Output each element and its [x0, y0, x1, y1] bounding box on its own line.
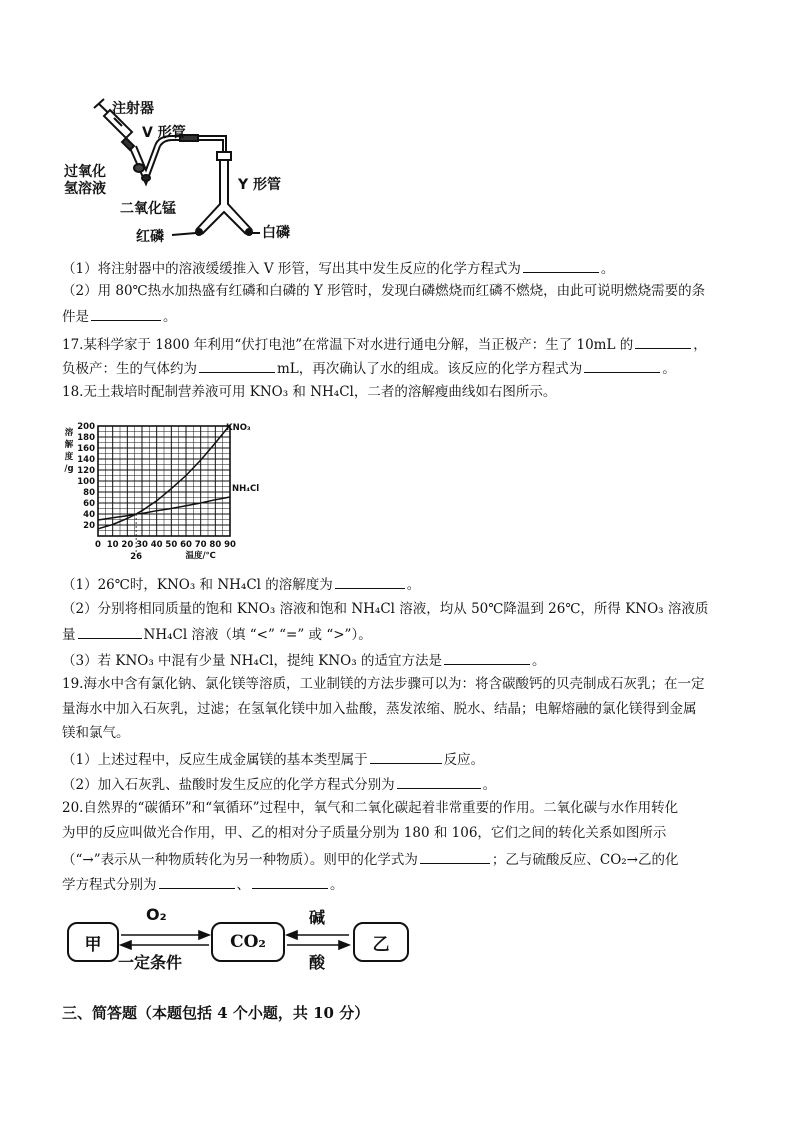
q18-part1: （1）26℃时，KNO₃ 和 NH₄Cl 的溶解度为 。 — [62, 574, 420, 594]
h2o2-label-1: 过氧化 — [64, 164, 106, 180]
co2-box: CO₂ — [211, 922, 285, 962]
y-tick-label: 100 — [77, 477, 95, 487]
y-tick-label: 40 — [83, 510, 95, 520]
answer-blank[interactable] — [397, 774, 481, 789]
y-tick-label: 180 — [77, 433, 95, 443]
q18-intro: 18.无土栽培时配制营养液可用 KNO₃ 和 NH₄Cl，二者的溶解瘦曲线如右图所示。 — [62, 384, 557, 400]
answer-blank[interactable] — [370, 749, 442, 764]
y-tick-label: 160 — [77, 444, 95, 454]
y-axis-label: 解 — [64, 440, 74, 450]
x-tick-label: 0 — [95, 540, 101, 550]
acid-label: 酸 — [309, 953, 326, 972]
o2-label: O₂ — [146, 905, 167, 924]
q19-part1: （1）上述过程中，反应生成金属镁的基本类型属于 反应。 — [62, 749, 484, 769]
q19-line3: 镁和氯气。 — [62, 725, 130, 741]
x-tick-label: 70 — [194, 540, 207, 550]
x-tick-label: 20 — [121, 540, 134, 550]
x-tick-label: 80 — [209, 540, 222, 550]
q17-line1: 17.某科学家于 1800 年利用“伏打电池”在常温下对水进行通电分解，当正极产：生了 10mL 的 ， — [62, 334, 707, 354]
solubility-chart — [60, 413, 270, 563]
yi-box: 乙 — [353, 922, 409, 962]
arrow-left-icon — [121, 941, 131, 949]
x-tick-label: 30 — [136, 540, 148, 550]
base-label: 碱 — [309, 908, 326, 927]
q20-line2: 为甲的反应叫做光合作用，甲、乙的相对分子质量分别为 180 和 106，它们之间的转化关系如图所示 — [62, 825, 667, 841]
x-tick-label: 50 — [165, 540, 178, 550]
q18-part2-line2: 量 NH₄Cl 溶液（填 “<” “=” 或 “>”）。 — [62, 624, 372, 644]
condition-label: 一定条件 — [118, 953, 183, 972]
answer-blank[interactable] — [335, 574, 405, 589]
h2o2-label-2: 氢溶液 — [64, 181, 106, 197]
q16-part1: （1）将注射器中的溶液缓缓推入 V 形管，写出其中发生反应的化学方程式为 。 — [62, 258, 614, 278]
answer-blank[interactable] — [420, 849, 490, 864]
y-tick-label: 200 — [77, 422, 95, 432]
arrow-right-icon — [339, 941, 349, 949]
answer-blank[interactable] — [78, 624, 142, 639]
white-phosphorus-label: 白磷 — [262, 225, 290, 241]
y-tick-label: 120 — [77, 466, 95, 476]
red-phosphorus-label: 红磷 — [136, 229, 164, 245]
answer-blank[interactable] — [584, 358, 660, 373]
marker-label: 26 — [130, 552, 143, 562]
q16-part2-line2: 件是 。 — [62, 306, 177, 326]
arrow-left-icon — [287, 931, 297, 939]
answer-blank[interactable] — [91, 306, 161, 321]
q20-line3: （“→”表示从一种物质转化为另一种物质）。则甲的化学式为 ；乙与硫酸反应、CO₂→乙的化 — [62, 849, 679, 869]
mno2-label: 二氧化锰 — [120, 201, 176, 217]
x-tick-label: 60 — [180, 540, 192, 550]
q16-part2-line1: （2）用 80℃热水加热盛有红磷和白磷的 Y 形管时，发现白磷燃烧而红磷不燃烧，由此可说明燃烧需要的条 — [62, 283, 706, 299]
q18-part2-line1: （2）分别将相同质量的饱和 KNO₃ 溶液和饱和 NH₄Cl 溶液，均从 50℃降温到 26℃，所得 KNO₃ 溶液质 — [62, 601, 709, 617]
q19-line1: 19.海水中含有氯化钠、氯化镁等溶质，工业制镁的方法步骤可以为：将含碳酸钙的贝壳制成石灰乳；在一定 — [62, 676, 705, 692]
q20-line4: 学方程式分别为 、 。 — [62, 874, 344, 894]
x-axis-label: 温度/℃ — [185, 551, 216, 561]
x-tick-label: 10 — [106, 540, 119, 550]
y-tick-label: 60 — [83, 499, 95, 509]
v-tube-label: V 形管 — [142, 125, 186, 141]
answer-blank[interactable] — [523, 258, 599, 273]
answer-blank[interactable] — [199, 358, 275, 373]
syringe-label: 注射器 — [112, 101, 154, 117]
y-tube-label: Y 形管 — [238, 177, 282, 193]
y-axis-label: 溶 — [64, 428, 74, 438]
answer-blank[interactable] — [444, 650, 530, 665]
y-tick-label: 140 — [77, 455, 95, 465]
y-tick-label: 80 — [83, 488, 95, 498]
x-tick-label: 90 — [224, 540, 236, 550]
section-3-heading: 三、简答题（本题包括 4 个小题，共 10 分） — [62, 1004, 370, 1022]
arrow-right-icon — [199, 931, 209, 939]
q18-part3: （3）若 KNO₃ 中混有少量 NH₄Cl，提纯 KNO₃ 的适宜方法是 。 — [62, 650, 545, 670]
apparatus-diagram — [60, 96, 310, 248]
series-label: KNO₃ — [226, 423, 251, 433]
q17-line2: 负极产：生的气体约为 mL，再次确认了水的组成。该反应的化学方程式为 。 — [62, 358, 676, 378]
x-tick-label: 40 — [150, 540, 163, 550]
answer-blank[interactable] — [252, 874, 328, 889]
y-tick-label: 20 — [83, 521, 95, 531]
answer-blank[interactable] — [159, 874, 235, 889]
y-axis-label: /g — [64, 464, 74, 474]
q19-line2: 量海水中加入石灰乳，过滤；在氢氧化镁中加入盐酸，蒸发浓缩、脱水、结晶；电解熔融的氯化镁得到金属 — [62, 701, 697, 717]
answer-blank[interactable] — [635, 334, 691, 349]
q20-line1: 20.自然界的“碳循环”和“氧循环”过程中，氧气和二氧化碳起着非常重要的作用。二氧化碳与水作用转化 — [62, 800, 679, 816]
jia-box: 甲 — [67, 922, 119, 962]
v-tube-drawing — [130, 135, 222, 184]
q19-part2: （2）加入石灰乳、盐酸时发生反应的化学方程式分别为 。 — [62, 774, 496, 794]
y-axis-label: 度 — [64, 452, 74, 462]
series-label: NH₄Cl — [232, 483, 260, 494]
